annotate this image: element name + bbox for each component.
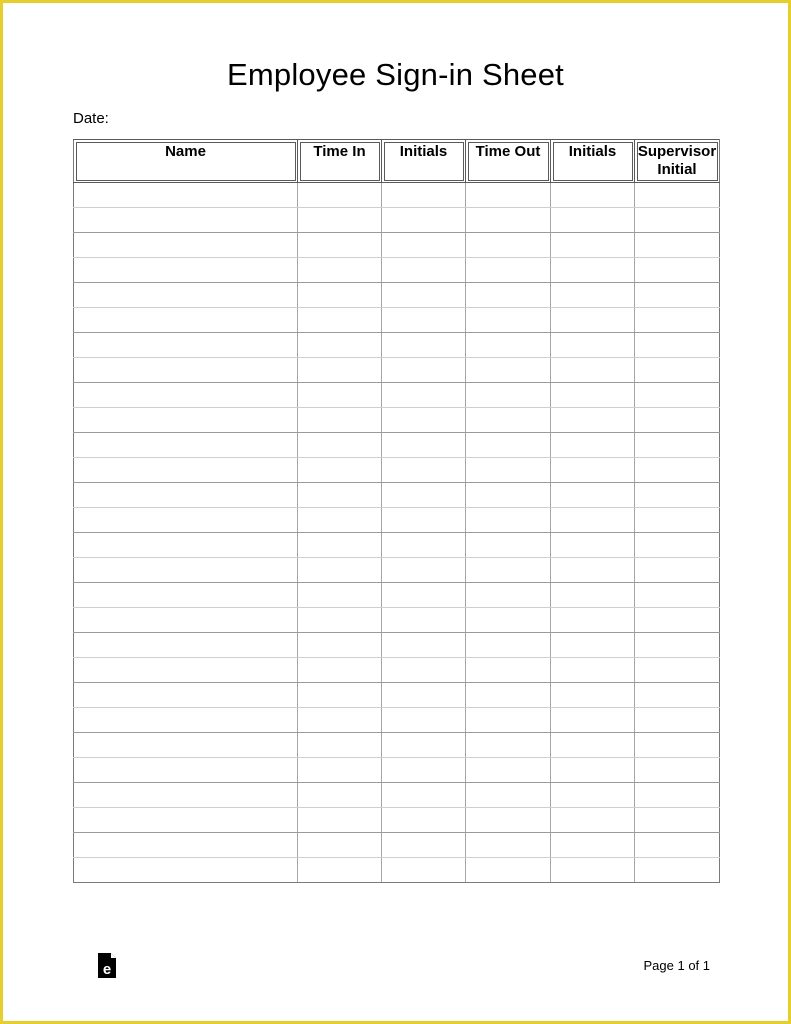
cell-time-out[interactable] (466, 508, 551, 533)
cell-name[interactable] (74, 808, 298, 833)
cell-time-out[interactable] (466, 708, 551, 733)
table-row (74, 833, 720, 858)
cell-time-in[interactable] (298, 808, 382, 833)
cell-initials-out[interactable] (551, 758, 635, 783)
cell-supervisor-initial[interactable] (635, 858, 720, 883)
cell-supervisor-initial[interactable] (635, 383, 720, 408)
cell-time-in[interactable] (298, 183, 382, 208)
cell-initials-in[interactable] (382, 308, 466, 333)
cell-supervisor-initial[interactable] (635, 758, 720, 783)
cell-supervisor-initial[interactable] (635, 183, 720, 208)
table-row (74, 708, 720, 733)
cell-time-out[interactable] (466, 408, 551, 433)
cell-time-out[interactable] (466, 858, 551, 883)
cell-supervisor-initial[interactable] (635, 583, 720, 608)
table-row (74, 283, 720, 308)
cell-time-out[interactable] (466, 558, 551, 583)
cell-initials-in[interactable] (382, 808, 466, 833)
cell-supervisor-initial[interactable] (635, 783, 720, 808)
cell-time-in[interactable] (298, 433, 382, 458)
cell-initials-out[interactable] (551, 308, 635, 333)
cell-time-in[interactable] (298, 258, 382, 283)
cell-supervisor-initial[interactable] (635, 458, 720, 483)
cell-name[interactable] (74, 683, 298, 708)
cell-supervisor-initial[interactable] (635, 258, 720, 283)
cell-initials-out[interactable] (551, 458, 635, 483)
cell-initials-out[interactable] (551, 208, 635, 233)
cell-name[interactable] (74, 483, 298, 508)
cell-initials-out[interactable] (551, 508, 635, 533)
cell-time-in[interactable] (298, 333, 382, 358)
cell-initials-in[interactable] (382, 258, 466, 283)
cell-time-in[interactable] (298, 783, 382, 808)
header-initials-out: Initials (551, 140, 635, 183)
cell-name[interactable] (74, 433, 298, 458)
table-row (74, 758, 720, 783)
cell-initials-in[interactable] (382, 708, 466, 733)
cell-time-out[interactable] (466, 833, 551, 858)
eforms-logo-icon (97, 953, 117, 979)
cell-name[interactable] (74, 208, 298, 233)
cell-time-in[interactable] (298, 483, 382, 508)
table-header-row (74, 140, 720, 183)
cell-initials-in[interactable] (382, 608, 466, 633)
cell-initials-out[interactable] (551, 408, 635, 433)
cell-initials-out[interactable] (551, 233, 635, 258)
table-row (74, 408, 720, 433)
table-row (74, 308, 720, 333)
cell-initials-out[interactable] (551, 658, 635, 683)
cell-supervisor-initial[interactable] (635, 533, 720, 558)
table-row (74, 333, 720, 358)
cell-name[interactable] (74, 633, 298, 658)
cell-name[interactable] (74, 658, 298, 683)
cell-supervisor-initial[interactable] (635, 233, 720, 258)
cell-name[interactable] (74, 558, 298, 583)
cell-supervisor-initial[interactable] (635, 433, 720, 458)
cell-name[interactable] (74, 458, 298, 483)
cell-initials-in[interactable] (382, 733, 466, 758)
table-row (74, 558, 720, 583)
cell-initials-out[interactable] (551, 183, 635, 208)
cell-initials-out[interactable] (551, 333, 635, 358)
cell-name[interactable] (74, 583, 298, 608)
cell-time-in[interactable] (298, 708, 382, 733)
table-row (74, 583, 720, 608)
cell-name[interactable] (74, 383, 298, 408)
cell-name[interactable] (74, 333, 298, 358)
cell-supervisor-initial[interactable] (635, 733, 720, 758)
cell-time-out[interactable] (466, 233, 551, 258)
cell-initials-in[interactable] (382, 633, 466, 658)
table-row (74, 683, 720, 708)
cell-time-out[interactable] (466, 783, 551, 808)
cell-name[interactable] (74, 608, 298, 633)
cell-initials-in[interactable] (382, 383, 466, 408)
table-row (74, 433, 720, 458)
svg-text:e: e (102, 961, 112, 978)
table-row (74, 608, 720, 633)
cell-name[interactable] (74, 858, 298, 883)
cell-time-out[interactable] (466, 208, 551, 233)
table-row (74, 633, 720, 658)
cell-supervisor-initial[interactable] (635, 308, 720, 333)
cell-time-out[interactable] (466, 458, 551, 483)
cell-initials-in[interactable] (382, 533, 466, 558)
table-row (74, 383, 720, 408)
cell-time-in[interactable] (298, 733, 382, 758)
cell-name[interactable] (74, 708, 298, 733)
cell-time-in[interactable] (298, 558, 382, 583)
cell-name[interactable] (74, 358, 298, 383)
cell-name[interactable] (74, 183, 298, 208)
cell-initials-out[interactable] (551, 608, 635, 633)
cell-initials-in[interactable] (382, 433, 466, 458)
date-label: Date: (73, 110, 109, 127)
sign-in-table-wrapper (73, 139, 719, 883)
table-body (74, 183, 720, 883)
cell-time-out[interactable] (466, 483, 551, 508)
cell-time-in[interactable] (298, 283, 382, 308)
cell-initials-in[interactable] (382, 233, 466, 258)
table-row (74, 358, 720, 383)
cell-initials-in[interactable] (382, 208, 466, 233)
table-row (74, 658, 720, 683)
cell-supervisor-initial[interactable] (635, 708, 720, 733)
table-row (74, 183, 720, 208)
cell-initials-in[interactable] (382, 758, 466, 783)
sign-in-table (73, 139, 720, 883)
cell-time-out[interactable] (466, 183, 551, 208)
cell-time-in[interactable] (298, 408, 382, 433)
table-row (74, 858, 720, 883)
cell-initials-in[interactable] (382, 858, 466, 883)
cell-initials-out[interactable] (551, 283, 635, 308)
cell-supervisor-initial[interactable] (635, 358, 720, 383)
cell-name[interactable] (74, 283, 298, 308)
cell-time-out[interactable] (466, 258, 551, 283)
table-row (74, 733, 720, 758)
cell-time-out[interactable] (466, 758, 551, 783)
cell-supervisor-initial[interactable] (635, 483, 720, 508)
cell-initials-out[interactable] (551, 783, 635, 808)
cell-time-out[interactable] (466, 283, 551, 308)
cell-initials-in[interactable] (382, 458, 466, 483)
cell-supervisor-initial[interactable] (635, 808, 720, 833)
table-row (74, 233, 720, 258)
cell-time-out[interactable] (466, 608, 551, 633)
cell-initials-in[interactable] (382, 833, 466, 858)
cell-time-in[interactable] (298, 358, 382, 383)
cell-time-out[interactable] (466, 333, 551, 358)
cell-time-in[interactable] (298, 658, 382, 683)
cell-initials-out[interactable] (551, 583, 635, 608)
cell-supervisor-initial[interactable] (635, 208, 720, 233)
cell-initials-out[interactable] (551, 733, 635, 758)
cell-time-out[interactable] (466, 533, 551, 558)
page-title: Employee Sign-in Sheet (227, 57, 564, 92)
table-row (74, 808, 720, 833)
table-row (74, 508, 720, 533)
cell-supervisor-initial[interactable] (635, 283, 720, 308)
table-row (74, 258, 720, 283)
cell-initials-in[interactable] (382, 783, 466, 808)
cell-initials-out[interactable] (551, 858, 635, 883)
cell-initials-out[interactable] (551, 383, 635, 408)
cell-initials-out[interactable] (551, 558, 635, 583)
cell-time-in[interactable] (298, 683, 382, 708)
cell-initials-in[interactable] (382, 333, 466, 358)
cell-name[interactable] (74, 258, 298, 283)
table-row (74, 533, 720, 558)
cell-initials-out[interactable] (551, 833, 635, 858)
cell-supervisor-initial[interactable] (635, 683, 720, 708)
cell-initials-in[interactable] (382, 558, 466, 583)
cell-time-in[interactable] (298, 858, 382, 883)
cell-supervisor-initial[interactable] (635, 658, 720, 683)
cell-initials-in[interactable] (382, 183, 466, 208)
cell-name[interactable] (74, 233, 298, 258)
page-number: Page 1 of 1 (643, 958, 710, 973)
cell-initials-out[interactable] (551, 533, 635, 558)
cell-supervisor-initial[interactable] (635, 508, 720, 533)
header-name: Name (74, 140, 298, 183)
cell-supervisor-initial[interactable] (635, 408, 720, 433)
cell-supervisor-initial[interactable] (635, 833, 720, 858)
cell-name[interactable] (74, 508, 298, 533)
cell-time-in[interactable] (298, 383, 382, 408)
header-supervisor-initial: Supervisor Initial (635, 140, 720, 183)
cell-name[interactable] (74, 408, 298, 433)
cell-initials-in[interactable] (382, 658, 466, 683)
cell-time-out[interactable] (466, 658, 551, 683)
cell-time-in[interactable] (298, 508, 382, 533)
cell-time-in[interactable] (298, 533, 382, 558)
cell-time-out[interactable] (466, 583, 551, 608)
cell-time-in[interactable] (298, 633, 382, 658)
header-time-out: Time Out (466, 140, 551, 183)
cell-time-out[interactable] (466, 358, 551, 383)
cell-supervisor-initial[interactable] (635, 608, 720, 633)
cell-name[interactable] (74, 783, 298, 808)
cell-initials-out[interactable] (551, 683, 635, 708)
cell-initials-out[interactable] (551, 808, 635, 833)
cell-time-out[interactable] (466, 633, 551, 658)
cell-initials-in[interactable] (382, 508, 466, 533)
cell-time-in[interactable] (298, 833, 382, 858)
cell-name[interactable] (74, 758, 298, 783)
cell-supervisor-initial[interactable] (635, 633, 720, 658)
cell-initials-in[interactable] (382, 583, 466, 608)
cell-initials-in[interactable] (382, 408, 466, 433)
cell-name[interactable] (74, 533, 298, 558)
cell-time-in[interactable] (298, 208, 382, 233)
cell-name[interactable] (74, 833, 298, 858)
cell-time-out[interactable] (466, 683, 551, 708)
cell-time-out[interactable] (466, 308, 551, 333)
cell-time-in[interactable] (298, 308, 382, 333)
cell-time-out[interactable] (466, 433, 551, 458)
cell-initials-out[interactable] (551, 433, 635, 458)
cell-initials-out[interactable] (551, 633, 635, 658)
cell-supervisor-initial[interactable] (635, 558, 720, 583)
cell-initials-in[interactable] (382, 483, 466, 508)
cell-initials-out[interactable] (551, 708, 635, 733)
cell-time-out[interactable] (466, 733, 551, 758)
cell-supervisor-initial[interactable] (635, 333, 720, 358)
cell-time-out[interactable] (466, 383, 551, 408)
table-row (74, 208, 720, 233)
cell-initials-in[interactable] (382, 358, 466, 383)
table-row (74, 783, 720, 808)
table-row (74, 458, 720, 483)
cell-name[interactable] (74, 308, 298, 333)
cell-time-in[interactable] (298, 233, 382, 258)
cell-time-in[interactable] (298, 758, 382, 783)
cell-initials-out[interactable] (551, 258, 635, 283)
cell-time-in[interactable] (298, 608, 382, 633)
cell-initials-out[interactable] (551, 483, 635, 508)
cell-initials-in[interactable] (382, 683, 466, 708)
cell-name[interactable] (74, 733, 298, 758)
table-row (74, 483, 720, 508)
cell-initials-in[interactable] (382, 283, 466, 308)
cell-time-out[interactable] (466, 808, 551, 833)
cell-time-in[interactable] (298, 583, 382, 608)
cell-time-in[interactable] (298, 458, 382, 483)
cell-initials-out[interactable] (551, 358, 635, 383)
header-initials-in: Initials (382, 140, 466, 183)
header-time-in: Time In (298, 140, 382, 183)
